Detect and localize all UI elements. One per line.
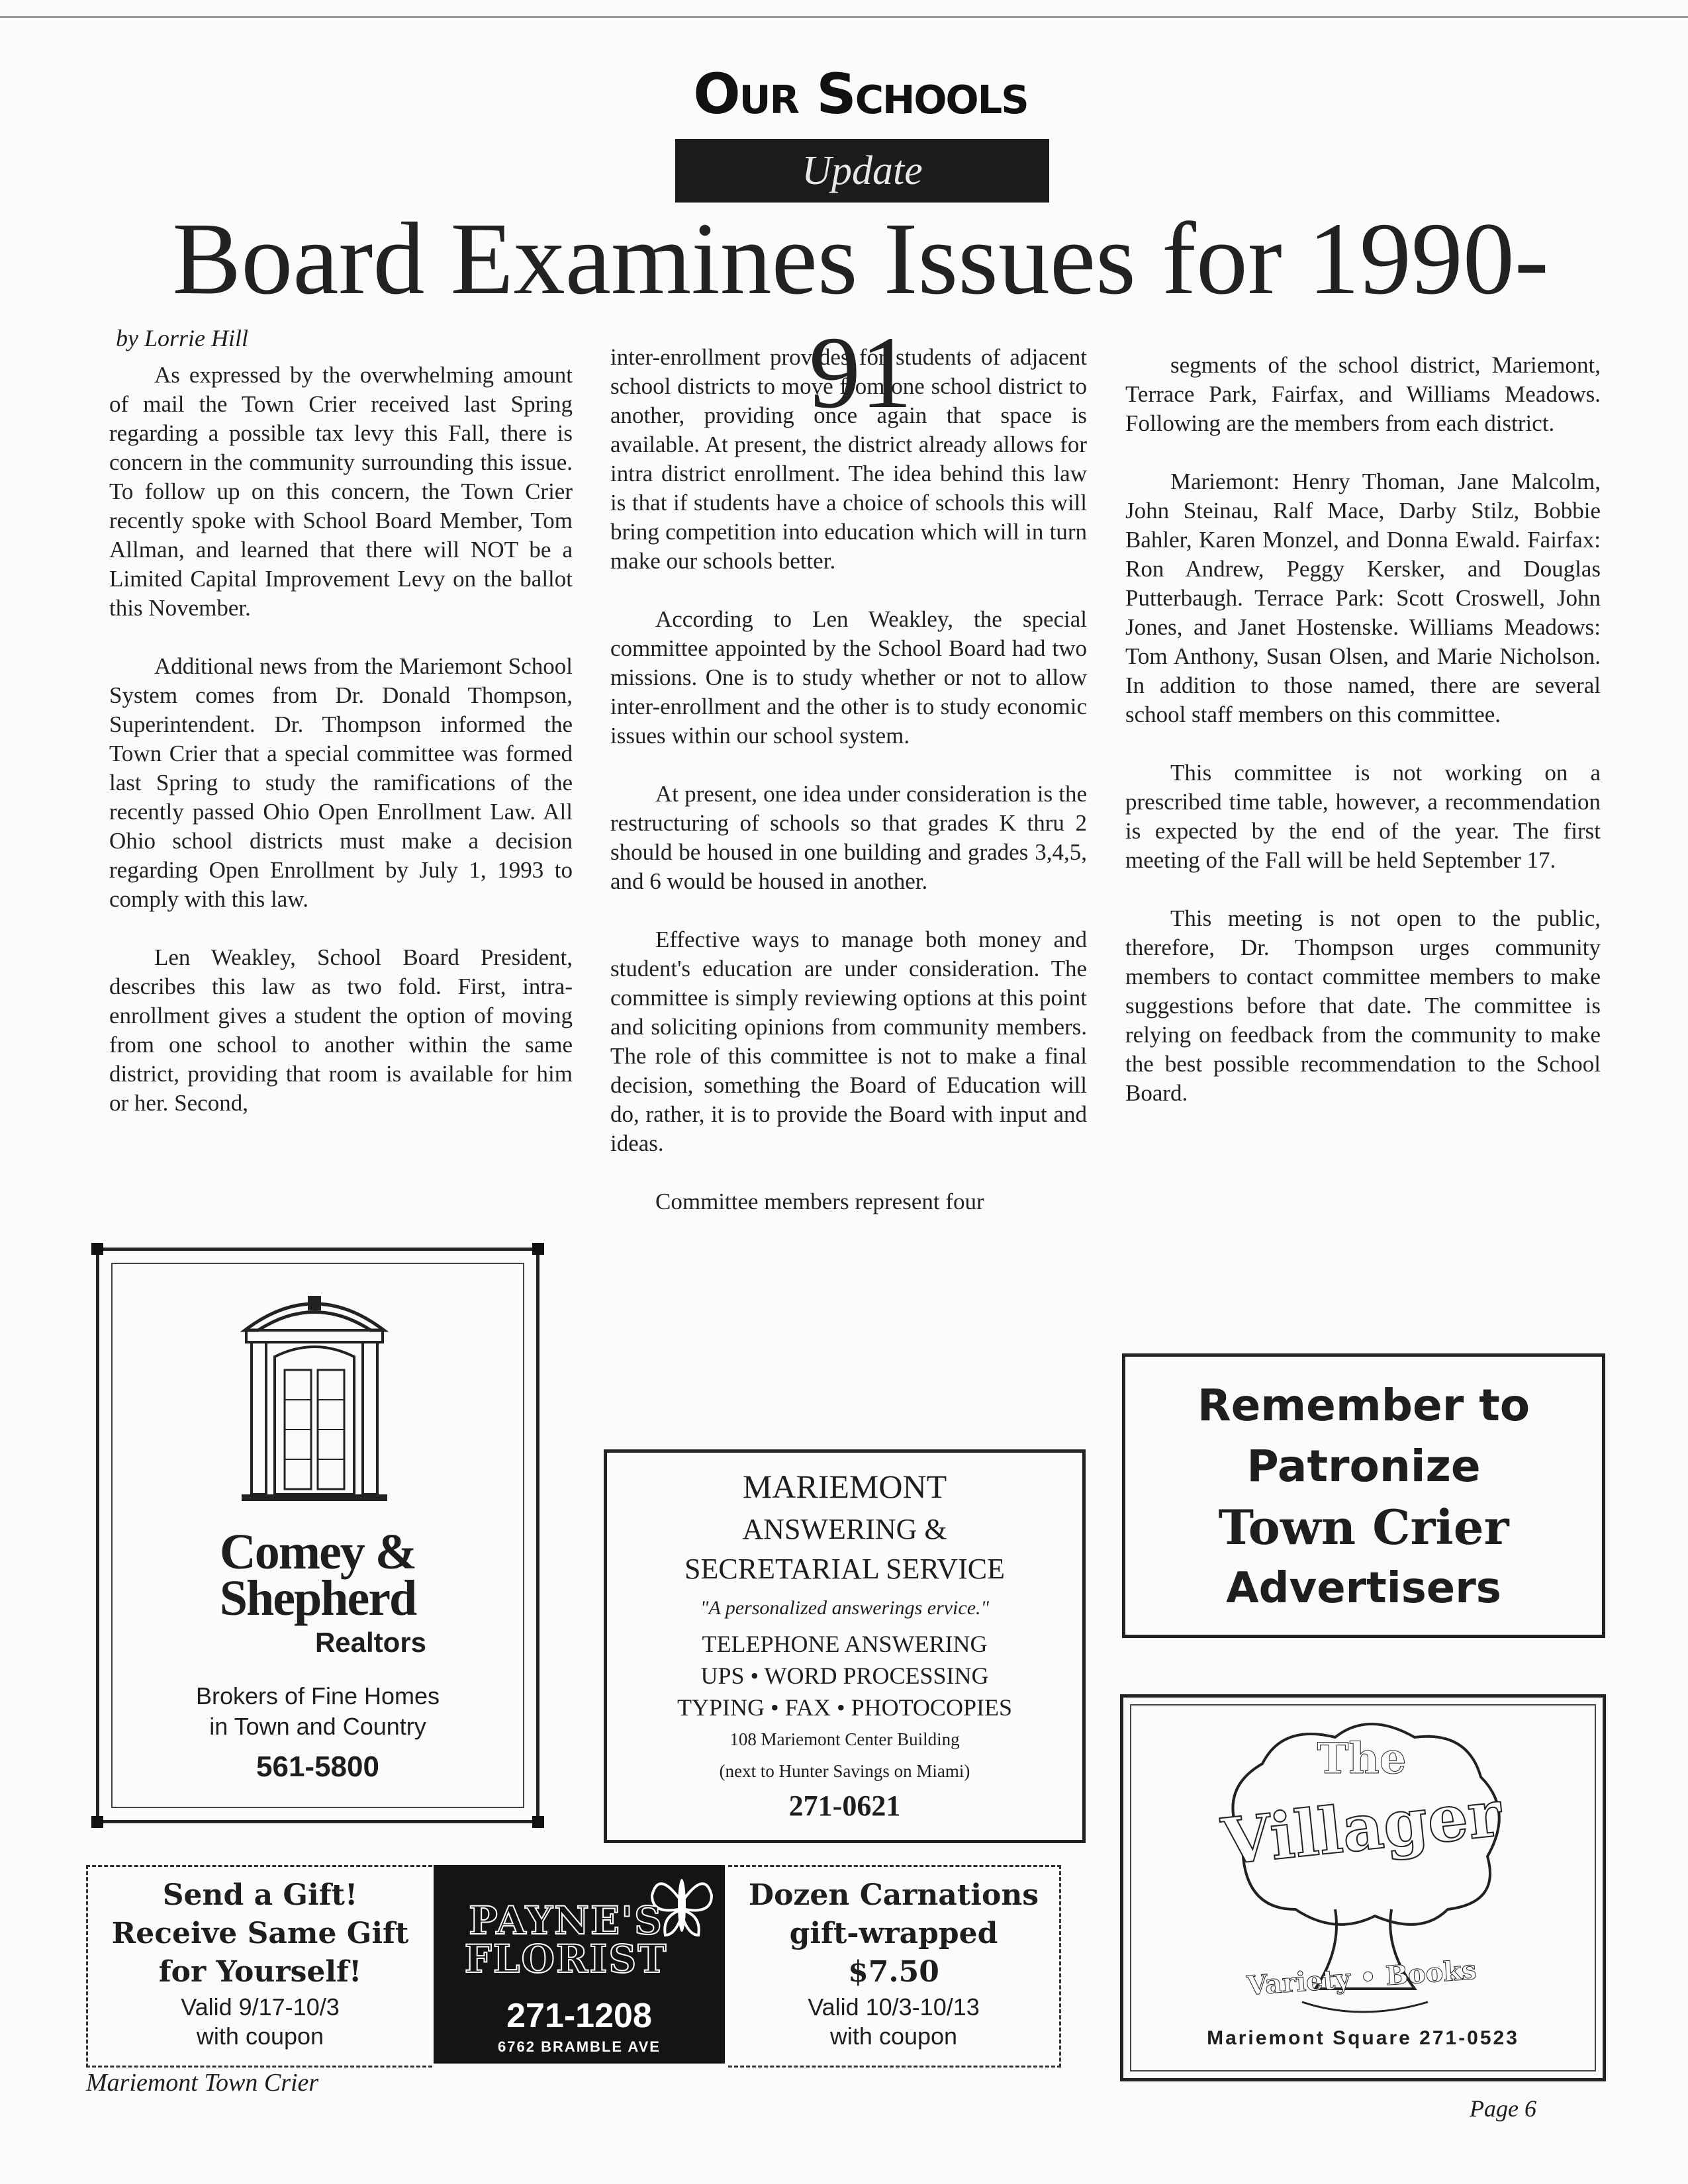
article-paragraph: This meeting is not open to the public, therefore, Dr. Thompson urges community members to contact committee members to make suggestions before that date. The committee is relying on feedback from the community to make the best possible recommendation to the School Board. [1125, 905, 1601, 1106]
comey-tagline [99, 1681, 536, 1742]
article-paragraph: Committee members represent four [655, 1189, 984, 1214]
headline: Board Examines Issues for 1990-91 [172, 201, 1549, 430]
remember-line3: Town Crier [1218, 1499, 1509, 1555]
section-title: Our Schools [693, 62, 1028, 126]
byline: by Lorrie Hill [116, 325, 249, 351]
villager-logo-top: The [1317, 1734, 1407, 1784]
ans-service-2: UPS • WORD PROCESSING [700, 1662, 989, 1689]
villager-ad [1120, 1694, 1606, 2081]
article-column-2 [610, 343, 1087, 1246]
article-paragraph: Len Weakley, School Board President, describes this law as two fold. First, intra-enrollment gives a student the option of moving from one school to another within the same district, providing that room is available for him or her. Second, [109, 944, 573, 1116]
ans-phone: 271-0621 [788, 1790, 901, 1822]
comey-name [99, 1524, 536, 1626]
article-paragraph: Additional news from the Mariemont School System comes from Dr. Donald Thompson, Superintendent. Dr. Thompson informed the Town Crier that a special committee was formed last Spring to study the ramifications of the recently passed Ohio Open Enrollment Law. All Ohio school districts must make a decision regarding Open Enrollment by July 1, 1993 to comply with this law. [109, 653, 573, 912]
comey-tagline-line1: Brokers of Fine Homes [195, 1682, 440, 1709]
carnations-coupon-line2: gift-wrapped [789, 1917, 998, 1950]
ans-service-3: TYPING • FAX • PHOTOCOPIES [677, 1694, 1012, 1721]
comey-name-line1: Comey & [219, 1524, 416, 1580]
article-paragraph: inter-enrollment provides for students of adjacent school districts to move from one school district to another, providing once again that space is available. At present, the district already allows for intra district enrollment. The idea behind this law is that if students have a choice of schools this will bring competition into education which will in turn make our schools better. [610, 344, 1087, 574]
gift-coupon-valid: Valid 9/17-10/3 [181, 1993, 340, 2021]
article-paragraph: As expressed by the overwhelming amount of mail the Town Crier received last Spring regarding a possible tax levy this Fall, there is concern in the community surrounding this issue. To follow up on this concern, the Town Crier recently spoke with School Board Member, Tom Allman, and learned that there will NOT be a Limited Capital Improvement Levy on the ballot this November. [109, 362, 573, 621]
comey-phone: 561-5800 [256, 1751, 379, 1783]
gift-coupon-line3: for Yourself! [158, 1955, 362, 1989]
villager-logo-sub: Variety • Books [1246, 1954, 1477, 2002]
carnations-coupon-valid: Valid 10/3-10/13 [808, 1993, 980, 2021]
remember-patronize-ad [1122, 1353, 1605, 1638]
article-column-3 [1125, 351, 1601, 1137]
paynes-logo-line2: FLORIST [464, 1936, 668, 1981]
gift-coupon-line2: Receive Same Gift [111, 1917, 409, 1950]
article-paragraph: segments of the school district, Mariemont, Terrace Park, Fairfax, and Williams Meadows. Following are the members from each district. [1125, 352, 1601, 436]
comey-tagline-line2: in Town and Country [209, 1713, 426, 1740]
comey-shepherd-ad [96, 1248, 539, 1823]
paynes-address: 6762 BRAMBLE AVE [498, 2038, 661, 2055]
article-paragraph: This committee is not working on a prescribed time table, however, a recommendation is expected by the end of the year. The first meeting of the Fall will be held September 17. [1125, 760, 1601, 873]
carnations-coupon-line1: Dozen Carnations [748, 1878, 1039, 1912]
article-paragraph: Effective ways to manage both money and student's education are under consideration. The committee is simply reviewing options at this point and soliciting opinions from community members. The role of this committee is not to make a final decision, something the Board of Education will do, rather, it is to provide the Board with input and ideas. [610, 927, 1087, 1156]
corner-square [532, 1816, 544, 1828]
carnations-coupon-price: $7.50 [848, 1955, 939, 1989]
ans-quote: "A personalized answerings ervice." [700, 1597, 990, 1619]
publication-name: Mariemont Town Crier [86, 2069, 319, 2097]
page-number: Page 6 [1470, 2095, 1536, 2122]
remember-line1: Remember to [1197, 1380, 1530, 1431]
gift-coupon-line1: Send a Gift! [162, 1878, 358, 1912]
paynes-logo-line1: PAYNE'S [469, 1898, 663, 1943]
ans-line2: ANSWERING & [742, 1513, 947, 1545]
comey-realtors: Realtors [314, 1627, 427, 1658]
villager-footer: Mariemont Square 271-0523 [1207, 2027, 1519, 2049]
paynes-florist-ad [434, 1865, 725, 2064]
ans-address: 108 Mariemont Center Building [729, 1729, 960, 1749]
villager-logo-main: Villager [1218, 1776, 1505, 1880]
corner-square [532, 1243, 544, 1255]
section-subtitle: Update [802, 148, 923, 193]
paynes-logo [453, 1898, 679, 1981]
remember-line2: Patronize [1246, 1441, 1481, 1492]
gift-coupon-with: with coupon [196, 2023, 324, 2050]
remember-line4: Advertisers [1226, 1564, 1501, 1613]
gift-coupon [86, 1865, 432, 2068]
article-column-1 [109, 361, 573, 1147]
article-paragraph: Mariemont: Henry Thoman, Jane Malcolm, John Steinau, Ralf Mace, Darby Stilz, Bobbie Bahler, Karen Monzel, and Donna Ewald. Fairfax: Ron Andrew, Peggy Kersker, and Douglas Putterbaugh. Terrace Park: Scott Croswell, John Jones, and Janet Hostenske. Williams Meadows: Tom Anthony, Susan Olsen, and Marie Nicholson. In addition to those named, there are several school staff members on this committee. [1125, 469, 1601, 727]
ans-line1: MARIEMONT [742, 1468, 947, 1505]
article-paragraph: According to Len Weakley, the special committee appointed by the School Board had two missions. One is to study whether or not to allow inter-enrollment and the other is to study economic issues within our school system. [610, 606, 1087, 749]
ans-service-1: TELEPHONE ANSWERING [702, 1631, 988, 1657]
doorway-icon [238, 1284, 391, 1502]
corner-square [91, 1243, 103, 1255]
paynes-phone: 271-1208 [506, 1997, 652, 2035]
ans-line3: SECRETARIAL SERVICE [684, 1553, 1005, 1585]
carnations-coupon-with: with coupon [829, 2023, 958, 2050]
top-rule [0, 16, 1688, 18]
article-paragraph: At present, one idea under consideration is the restructuring of schools so that grades K thru 2 should be housed in one building and grades 3,4,5, and 6 would be housed in another. [610, 781, 1087, 894]
ans-note: (next to Hunter Savings on Miami) [719, 1761, 970, 1781]
carnations-coupon [728, 1865, 1061, 2068]
corner-square [91, 1816, 103, 1828]
answering-service-ad [604, 1449, 1086, 1843]
comey-name-line2: Shepherd [219, 1570, 416, 1626]
